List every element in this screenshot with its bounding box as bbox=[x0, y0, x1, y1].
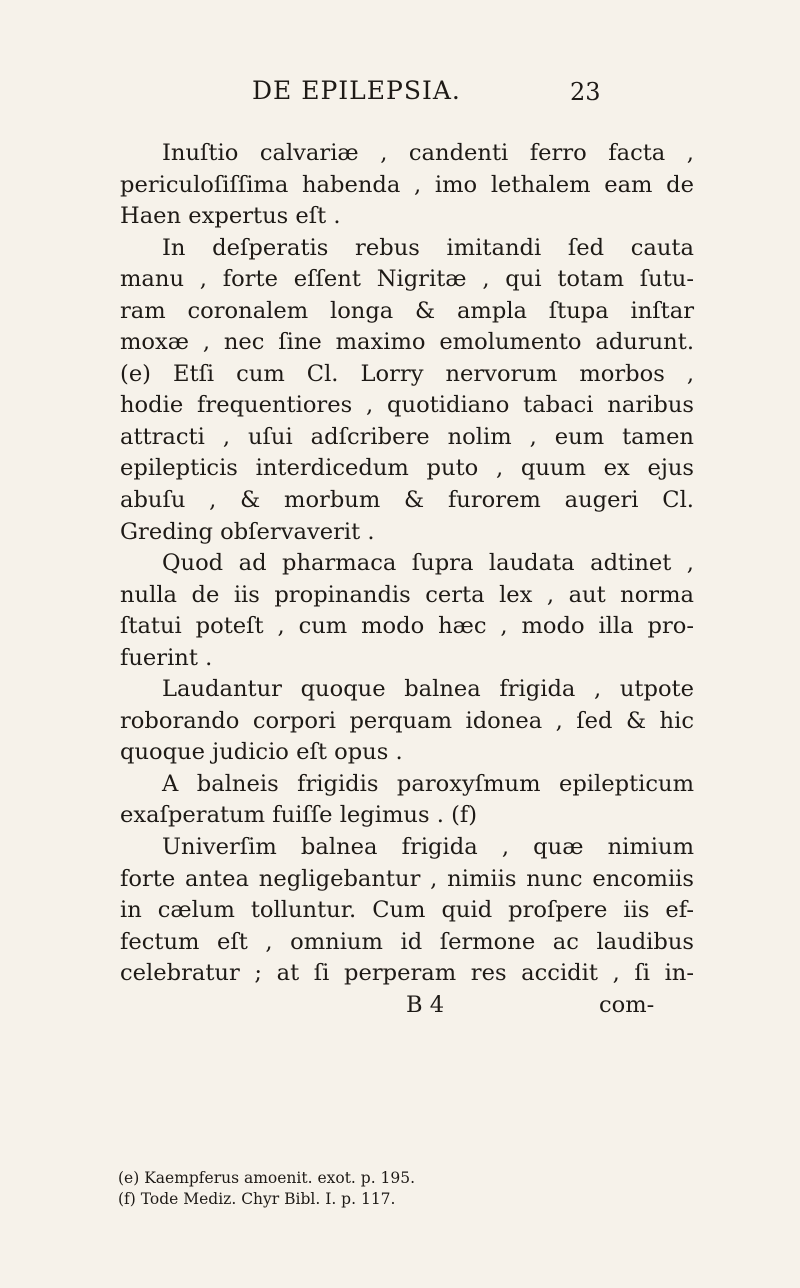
footnotes bbox=[118, 1168, 698, 1210]
text-line: roborando corpori perquam idonea , ſed & hic bbox=[120, 707, 694, 734]
text-line: nulla de iis propinandis certa lex , aut norma bbox=[120, 581, 694, 608]
text-line: Greding obſervaverit . bbox=[120, 518, 375, 545]
text-line: abuſu , & morbum & furorem augeri Cl. bbox=[120, 487, 694, 514]
text-line: hodie frequentiores , quotidiano tabaci naribus bbox=[120, 392, 694, 419]
text-line: (e) Etſi cum Cl. Lorry nervorum morbos , bbox=[120, 360, 694, 387]
text-line: quoque judicio eſt opus . bbox=[120, 739, 403, 766]
text-line: epilepticis interdicedum puto , quum ex ejus bbox=[120, 455, 694, 482]
running-head bbox=[0, 76, 800, 106]
running-title: DE EPILEPSIA. bbox=[252, 76, 461, 105]
text-line: in cælum tolluntur. Cum quid proſpere iis ef- bbox=[120, 897, 694, 924]
footnote-e: (e) Kaempferus amoenit. exot. p. 195. bbox=[118, 1169, 416, 1187]
text-line: ram coronalem longa & ampla ſtupa inſtar bbox=[120, 297, 694, 324]
text-line: A balneis frigidis paroxyſmum epilepticum bbox=[162, 770, 694, 797]
text-line: moxæ , nec ſine maximo emolumento adurunt. bbox=[120, 329, 694, 356]
text-line: ſtatui poteſt , cum modo hæc , modo illa pro- bbox=[120, 613, 694, 640]
text-line: fectum eſt , omnium id ſermone ac laudibus bbox=[120, 928, 694, 955]
text-line: manu , forte eſſent Nigritæ , qui totam ſutu- bbox=[120, 266, 694, 293]
text-line: In deſperatis rebus imitandi ſed cauta bbox=[162, 234, 694, 261]
text-line: Laudantur quoque balnea frigida , utpote bbox=[162, 676, 694, 703]
page-number: 23 bbox=[570, 78, 601, 106]
text-line: Univerſim balnea frigida , quæ nimium bbox=[162, 834, 694, 861]
text-line: Quod ad pharmaca ſupra laudata adtinet , bbox=[162, 550, 694, 577]
footnote-f: (f) Tode Mediz. Chyr Bibl. I. p. 117. bbox=[118, 1190, 396, 1208]
text-line: periculoſiſſima habenda , imo lethalem eam de bbox=[120, 171, 694, 198]
text-line: attracti , uſui adſcribere nolim , eum tamen bbox=[120, 423, 694, 450]
signature-mark: B 4 bbox=[406, 991, 445, 1018]
text-line: exaſperatum fuiſſe legimus . (f) bbox=[120, 802, 478, 829]
catchword: com- bbox=[599, 991, 655, 1018]
body-text bbox=[120, 138, 694, 1021]
text-line: fuerint . bbox=[120, 644, 213, 671]
signature-line bbox=[120, 990, 694, 1022]
text-line: forte antea negligebantur , nimiis nunc encomiis bbox=[120, 865, 694, 892]
text-line: celebratur ; at ſi perperam res accidit , ſi in- bbox=[120, 960, 694, 987]
text-line: Inuſtio calvariæ , candenti ferro facta , bbox=[162, 140, 694, 166]
text-line: Haen expertus eſt . bbox=[120, 203, 341, 230]
